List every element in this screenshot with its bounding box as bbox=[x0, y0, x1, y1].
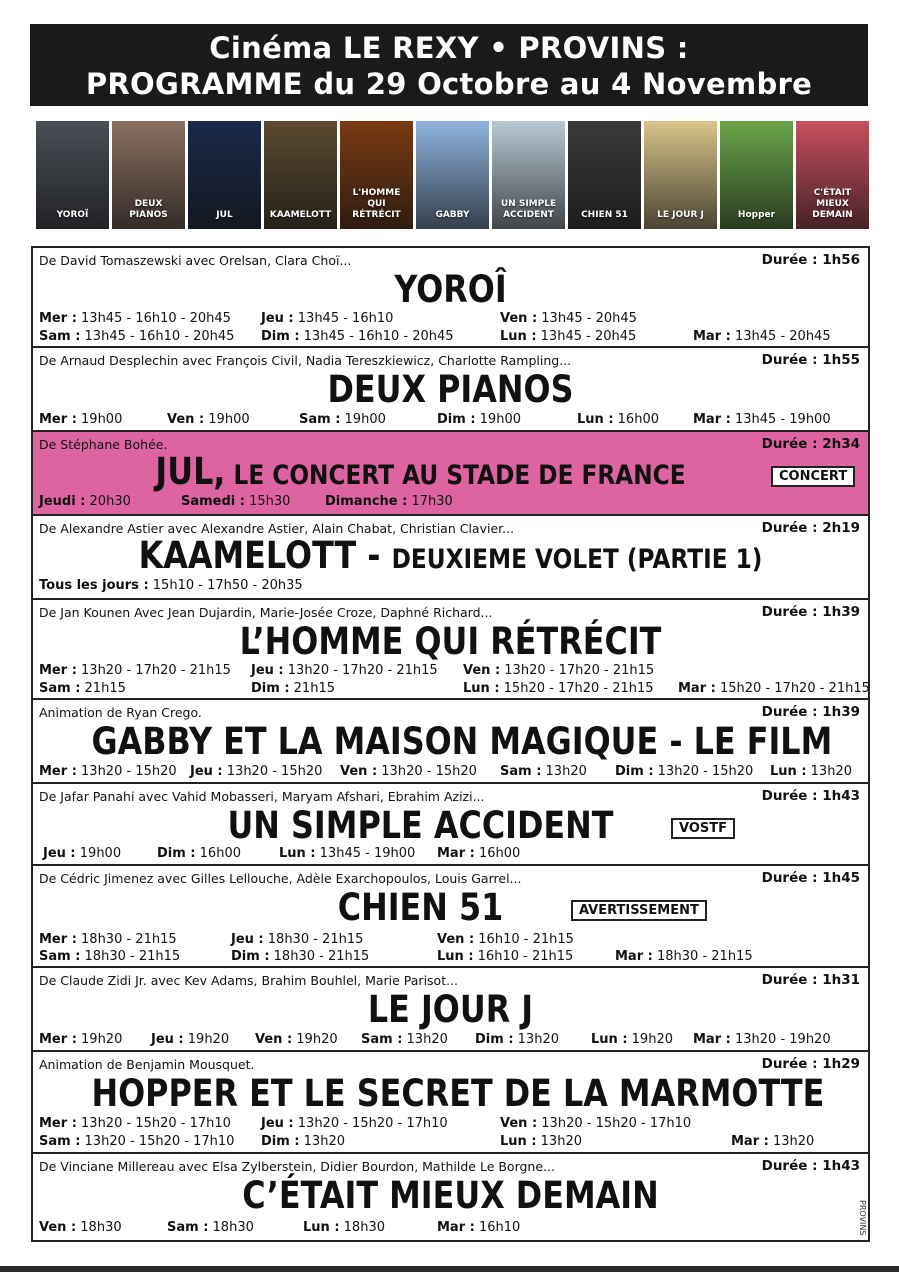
showtime: Mar : 16h10 bbox=[437, 1220, 521, 1235]
movie-entry-deux-pianos bbox=[33, 348, 868, 432]
movie-entry-gabby bbox=[33, 700, 868, 784]
poster-title: C'ÉTAIT MIEUX DEMAIN bbox=[812, 188, 853, 220]
movie-credits: De Jafar Panahi avec Vahid Mobasseri, Maryam Afshari, Ebrahim Azizi... bbox=[39, 789, 485, 804]
movie-title: HOPPER ET LE SECRET DE LA MARMOTTE bbox=[91, 1072, 825, 1115]
poster-title: L'HOMME QUI RÉTRÉCIT bbox=[352, 188, 401, 220]
showtime: Lun : 16h00 bbox=[577, 412, 659, 427]
poster-kaamelott[interactable] bbox=[264, 121, 337, 229]
showtime: Lun : 13h45 - 19h00 bbox=[279, 846, 416, 861]
warning-badge: AVERTISSEMENT bbox=[571, 900, 707, 921]
poster-title: JUL bbox=[216, 210, 233, 220]
movie-entry-chien-51 bbox=[33, 866, 868, 968]
showtime: Mar : 13h20 - 19h20 bbox=[693, 1032, 831, 1047]
movie-title: CHIEN 51 bbox=[337, 886, 504, 929]
movie-credits: De Claude Zidi Jr. avec Kev Adams, Brahim Bouhlel, Marie Parisot... bbox=[39, 973, 459, 988]
poster-homme-qui-retrecit[interactable] bbox=[340, 121, 413, 229]
showtime: Dimanche : 17h30 bbox=[325, 494, 453, 509]
movie-duration: Durée : 2h34 bbox=[761, 436, 860, 452]
bottom-edge bbox=[0, 1266, 899, 1272]
showtime: Dim : 13h45 - 16h10 - 20h45 bbox=[261, 329, 454, 344]
showtime: Mer : 18h30 - 21h15 bbox=[39, 932, 177, 947]
showtime: Tous les jours : 15h10 - 17h50 - 20h35 bbox=[39, 578, 303, 593]
movie-entry-yoroi bbox=[33, 248, 868, 348]
showtime: Ven : 16h10 - 21h15 bbox=[437, 932, 574, 947]
showtime: Ven : 13h45 - 20h45 bbox=[500, 311, 637, 326]
movie-title bbox=[61, 452, 779, 496]
movie-duration: Durée : 2h19 bbox=[761, 520, 860, 536]
movie-credits: De Vinciane Millereau avec Elsa Zylberstein, Didier Bourdon, Mathilde Le Borgne... bbox=[39, 1159, 555, 1174]
poster-gabby[interactable] bbox=[416, 121, 489, 229]
showtime: Sam : 13h20 bbox=[500, 764, 587, 779]
showtime: Jeu : 19h00 bbox=[43, 846, 122, 861]
movie-duration: Durée : 1h31 bbox=[761, 972, 860, 988]
showtime: Mar : 18h30 - 21h15 bbox=[615, 949, 753, 964]
movie-duration: Durée : 1h43 bbox=[761, 1158, 860, 1174]
poster-title: YOROÏ bbox=[56, 210, 89, 220]
showtime: Mer : 19h00 bbox=[39, 412, 123, 427]
poster-hopper[interactable] bbox=[720, 121, 793, 229]
poster-title: KAAMELOTT bbox=[269, 210, 332, 220]
showtime: Sam : 13h45 - 16h10 - 20h45 bbox=[39, 329, 235, 344]
movie-duration: Durée : 1h55 bbox=[761, 352, 860, 368]
poster-cetait-mieux-demain[interactable] bbox=[796, 121, 869, 229]
poster-le-jour-j[interactable] bbox=[644, 121, 717, 229]
movie-title-sub: LE CONCERT AU STADE DE FRANCE bbox=[225, 460, 686, 491]
showtime: Dim : 19h00 bbox=[437, 412, 521, 427]
showtime: Dim : 13h20 - 15h20 bbox=[615, 764, 754, 779]
movie-title-main: KAAMELOTT - bbox=[138, 534, 392, 577]
showtime: Ven : 19h00 bbox=[167, 412, 250, 427]
movie-entry-homme-qui-retrecit bbox=[33, 600, 868, 700]
movie-entry-kaamelott bbox=[33, 516, 868, 600]
movie-entry-le-jour-j bbox=[33, 968, 868, 1052]
movie-title: YOROÎ bbox=[394, 268, 507, 311]
showtime: Lun : 15h20 - 17h20 - 21h15 bbox=[463, 681, 654, 696]
movie-credits: Animation de Benjamin Mousquet. bbox=[39, 1057, 255, 1072]
movie-credits: De Stéphane Bohée. bbox=[39, 437, 168, 452]
movie-title: GABBY ET LA MAISON MAGIQUE - LE FILM bbox=[91, 720, 833, 763]
showtime: Lun : 13h20 bbox=[770, 764, 852, 779]
showtime: Dim : 16h00 bbox=[157, 846, 241, 861]
showtime: Mer : 13h20 - 17h20 - 21h15 bbox=[39, 663, 231, 678]
movie-duration: Durée : 1h45 bbox=[761, 870, 860, 886]
showtime: Jeu : 18h30 - 21h15 bbox=[231, 932, 364, 947]
poster-title: DEUX PIANOS bbox=[129, 199, 168, 220]
poster-title: LE JOUR J bbox=[657, 210, 704, 220]
movie-duration: Durée : 1h56 bbox=[761, 252, 860, 268]
poster-yoroi[interactable] bbox=[36, 121, 109, 229]
movie-title: UN SIMPLE ACCIDENT bbox=[227, 804, 614, 847]
showtime: Mer : 13h20 - 15h20 - 17h10 bbox=[39, 1116, 231, 1131]
concert-badge: CONCERT bbox=[771, 466, 855, 487]
movie-title: L’HOMME QUI RÉTRÉCIT bbox=[239, 620, 662, 663]
movie-title-main: JUL, bbox=[155, 450, 226, 493]
movie-credits: De David Tomaszewski avec Orelsan, Clara Choï... bbox=[39, 253, 352, 268]
movie-title: DEUX PIANOS bbox=[327, 368, 574, 411]
header-title-line-2: PROGRAMME du 29 Octobre au 4 Novembre bbox=[85, 67, 813, 101]
showtime: Jeu : 13h20 - 15h20 bbox=[190, 764, 323, 779]
poster-title: CHIEN 51 bbox=[581, 210, 628, 220]
showtime: Sam : 13h20 - 15h20 - 17h10 bbox=[39, 1134, 235, 1149]
movie-credits: De Jan Kounen Avec Jean Dujardin, Marie-Josée Croze, Daphné Richard... bbox=[39, 605, 493, 620]
showtime: Mar : 13h45 - 20h45 bbox=[693, 329, 831, 344]
movie-credits: Animation de Ryan Crego. bbox=[39, 705, 202, 720]
showtime: Jeu : 19h20 bbox=[151, 1032, 230, 1047]
showtime: Lun : 16h10 - 21h15 bbox=[437, 949, 574, 964]
showtime: Mar : 16h00 bbox=[437, 846, 521, 861]
movie-duration: Durée : 1h29 bbox=[761, 1056, 860, 1072]
poster-deux-pianos[interactable] bbox=[112, 121, 185, 229]
showtime: Dim : 13h20 bbox=[475, 1032, 559, 1047]
poster-un-simple-accident[interactable] bbox=[492, 121, 565, 229]
movie-entry-un-simple-accident bbox=[33, 784, 868, 866]
showtime: Mer : 13h45 - 16h10 - 20h45 bbox=[39, 311, 231, 326]
showtime: Jeu : 13h45 - 16h10 bbox=[261, 311, 394, 326]
showtime: Sam : 18h30 - 21h15 bbox=[39, 949, 181, 964]
showtime: Ven : 13h20 - 15h20 - 17h10 bbox=[500, 1116, 692, 1131]
showtime: Mer : 19h20 bbox=[39, 1032, 123, 1047]
movie-title: C’ÉTAIT MIEUX DEMAIN bbox=[242, 1174, 659, 1217]
showtime: Mar : 13h20 bbox=[731, 1134, 815, 1149]
program-table bbox=[31, 246, 870, 1242]
showtime: Dim : 13h20 bbox=[261, 1134, 345, 1149]
movie-credits: De Alexandre Astier avec Alexandre Astier, Alain Chabat, Christian Clavier... bbox=[39, 521, 515, 536]
showtime: Dim : 18h30 - 21h15 bbox=[231, 949, 370, 964]
showtime: Mar : 13h45 - 19h00 bbox=[693, 412, 831, 427]
showtime: Dim : 21h15 bbox=[251, 681, 335, 696]
side-vertical-label: PROVINS bbox=[858, 1200, 867, 1236]
poster-jul[interactable] bbox=[188, 121, 261, 229]
movie-title bbox=[91, 536, 809, 580]
showtime: Lun : 13h20 bbox=[500, 1134, 582, 1149]
showtime: Sam : 21h15 bbox=[39, 681, 126, 696]
page-header bbox=[30, 24, 868, 106]
movie-entry-jul bbox=[33, 432, 868, 516]
showtime: Lun : 19h20 bbox=[591, 1032, 673, 1047]
movie-entry-cetait-mieux-demain bbox=[33, 1154, 868, 1240]
movie-entry-hopper bbox=[33, 1052, 868, 1154]
showtime: Jeu : 13h20 - 17h20 - 21h15 bbox=[251, 663, 438, 678]
showtime: Sam : 13h20 bbox=[361, 1032, 448, 1047]
movie-duration: Durée : 1h39 bbox=[761, 704, 860, 720]
showtime: Ven : 18h30 bbox=[39, 1220, 122, 1235]
showtime: Samedi : 15h30 bbox=[181, 494, 291, 509]
poster-title: Hopper bbox=[737, 210, 776, 220]
showtime: Ven : 13h20 - 15h20 bbox=[340, 764, 477, 779]
showtime: Jeu : 13h20 - 15h20 - 17h10 bbox=[261, 1116, 448, 1131]
showtime: Mar : 15h20 - 17h20 - 21h15 bbox=[678, 681, 870, 696]
showtime: Jeudi : 20h30 bbox=[39, 494, 131, 509]
header-title-line-1: Cinéma LE REXY • PROVINS : bbox=[209, 31, 689, 65]
movie-title: LE JOUR J bbox=[367, 988, 534, 1031]
showtime: Ven : 19h20 bbox=[255, 1032, 338, 1047]
showtime: Lun : 13h45 - 20h45 bbox=[500, 329, 637, 344]
showtime: Lun : 18h30 bbox=[303, 1220, 385, 1235]
poster-title: GABBY bbox=[435, 210, 470, 220]
poster-title: UN SIMPLE ACCIDENT bbox=[500, 199, 557, 220]
vostf-badge: VOSTF bbox=[671, 818, 735, 839]
movie-credits: De Arnaud Desplechin avec François Civil, Nadia Tereszkiewicz, Charlotte Rampling... bbox=[39, 353, 572, 368]
movie-title-sub: DEUXIEME VOLET (PARTIE 1) bbox=[391, 544, 763, 575]
showtime: Sam : 19h00 bbox=[299, 412, 386, 427]
movie-duration: Durée : 1h43 bbox=[761, 788, 860, 804]
showtime: Ven : 13h20 - 17h20 - 21h15 bbox=[463, 663, 655, 678]
showtime: Sam : 18h30 bbox=[167, 1220, 254, 1235]
poster-chien-51[interactable] bbox=[568, 121, 641, 229]
showtime: Mer : 13h20 - 15h20 bbox=[39, 764, 177, 779]
movie-duration: Durée : 1h39 bbox=[761, 604, 860, 620]
movie-credits: De Cédric Jimenez avec Gilles Lellouche, Adèle Exarchopoulos, Louis Garrel... bbox=[39, 871, 522, 886]
